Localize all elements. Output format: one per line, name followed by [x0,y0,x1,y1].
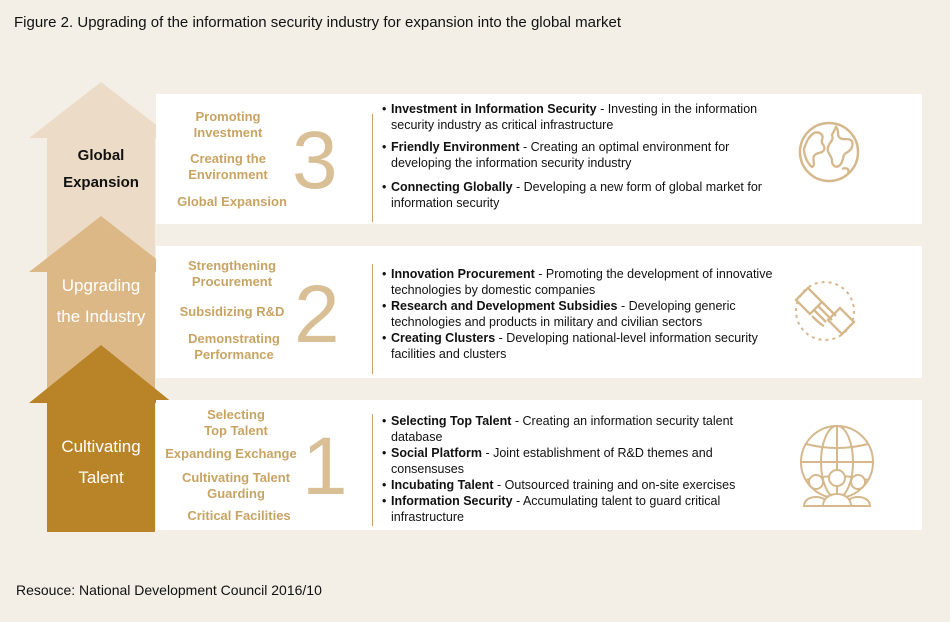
stage-2-subitem: Demonstrating Performance [188,331,280,362]
people-globe-icon [792,422,882,508]
source-note: Resouce: National Development Council 2016/10 [16,582,322,598]
arrow-industry-line2: the Industry [56,307,146,326]
stage-2-number: 2 [294,269,340,360]
bullet-item [382,413,782,445]
stage-1-number: 1 [302,421,348,512]
stage-1-divider [372,414,373,526]
bullet-item [382,266,782,298]
bullet-item [382,101,782,133]
arrow-global-label [28,140,174,198]
bullet-item [382,139,782,171]
stage-1-subitem: Critical Facilities [187,508,291,523]
stage-2-subitem: Subsidizing R&D [179,304,285,319]
bullet-item [382,493,782,525]
bullet-text: - Creating an information security talent database [391,414,734,444]
stage-2-bullets [382,266,782,362]
arrow-industry-line1: Upgrading [61,276,141,295]
stage-3-subitem: Global Expansion [177,194,287,209]
bullet-title: Research and Development Subsidies [391,299,618,313]
arrow-global-line1: Global [77,147,125,164]
bullet-text: - Promoting the development of innovative technologies by domestic companies [391,267,773,297]
bullet-text: - Developing national-level information security facilities and clusters [391,331,758,361]
bullet-text: - Developing a new form of global market for information security [391,180,762,210]
stage-2-panel [156,246,922,378]
bullet-text: - Joint establishment of R&D themes and consensuses [391,446,713,476]
globe-icon [796,119,862,185]
bullet-title: Information Security [391,494,513,508]
stage-2-divider [372,264,373,374]
bullet-item [382,477,782,493]
bullet-item [382,298,782,330]
bullet-title: Creating Clusters [391,331,496,345]
bullet-text: - Creating an optimal environment for developing the information security industry [391,140,730,170]
stage-1-subitem: Expanding Exchange [165,446,297,461]
handshake-icon [792,278,858,344]
bullet-title: Friendly Environment [391,140,520,154]
stage-1-bullets [382,413,782,525]
bullet-text: - Investing in the information security industry as critical infrastructure [391,102,758,132]
arrow-talent-line1: Cultivating [61,437,141,456]
stage-3-number: 3 [292,115,338,206]
bullet-title: Connecting Globally [391,180,513,194]
stage-2-subitem: Strengthening Procurement [187,258,277,289]
figure-title: Figure 2. Upgrading of the information security industry for expansion into the global market [14,14,621,31]
bullet-title: Social Platform [391,446,482,460]
arrow-talent-label [28,431,174,493]
arrow-global-line2: Expansion [63,174,139,191]
stage-3-subitem: Creating the Environment [188,151,268,182]
stage-1-panel [156,400,922,530]
bullet-text: - Outsourced training and on-site exercises [493,478,736,492]
bullet-item [382,330,782,362]
stage-1-subitem: Selecting Top Talent [204,407,268,438]
bullet-title: Investment in Information Security [391,102,597,116]
stage-3-divider [372,114,373,222]
bullet-text: - Developing generic technologies and products in military and civilian sectors [391,299,736,329]
arrow-industry-label [28,270,174,332]
bullet-title: Incubating Talent [391,478,494,492]
bullet-title: Selecting Top Talent [391,414,512,428]
stage-1-subitem: Cultivating Talent Guarding [181,470,291,501]
arrow-cultivating-talent [28,345,174,532]
stage-3-panel [156,94,922,224]
stage-3-bullets [382,101,782,211]
bullet-item [382,179,782,211]
arrow-talent-line2: Talent [78,468,124,487]
bullet-text: - Accumulating talent to guard critical infrastructure [391,494,721,524]
bullet-item [382,445,782,477]
bullet-title: Innovation Procurement [391,267,535,281]
stage-3-subitem: Promoting Investment [193,109,263,140]
